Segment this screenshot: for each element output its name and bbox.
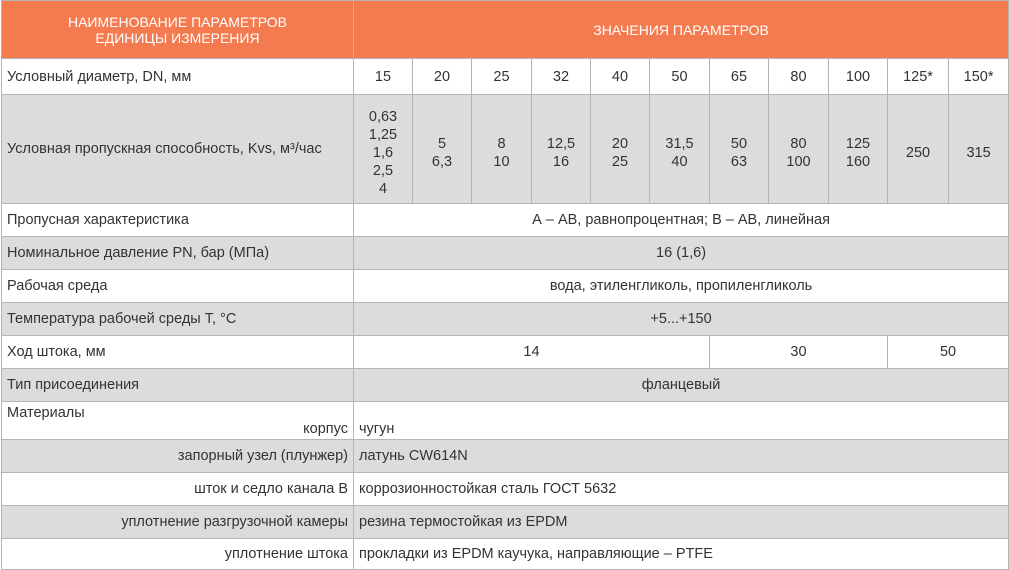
medium-value: вода, этиленгликоль, пропиленгликоль	[354, 270, 1009, 303]
row-dn	[2, 59, 1009, 95]
row-connection	[2, 369, 1009, 402]
dn-value: 50	[650, 59, 710, 95]
header-parameter-values: ЗНАЧЕНИЯ ПАРАМЕТРОВ	[354, 1, 1009, 59]
kvs-value: 1,6	[372, 145, 394, 161]
material-part: уплотнение штока	[2, 539, 354, 570]
dn-value: 20	[413, 59, 472, 95]
kvs-value: 4	[378, 181, 388, 197]
dn-value: 40	[591, 59, 650, 95]
kvs-cell	[472, 95, 532, 204]
material-part: запорный узел (плунжер)	[2, 440, 354, 473]
kvs-cell	[888, 95, 949, 204]
temperature-value: +5...+150	[354, 303, 1009, 336]
kvs-label: Условная пропускная способность, Kvs, м³/час	[2, 95, 354, 204]
temperature-label: Температура рабочей среды Т, °С	[2, 303, 354, 336]
kvs-value: 31,5	[665, 136, 694, 152]
material-value: резина термостойкая из EPDM	[354, 506, 1009, 539]
characteristic-label: Пропусная характеристика	[2, 204, 354, 237]
material-value: латунь CW614N	[354, 440, 1009, 473]
row-material	[2, 473, 1009, 506]
kvs-value: 2,5	[372, 163, 394, 179]
kvs-cell	[769, 95, 829, 204]
dn-value: 150*	[949, 59, 1009, 95]
row-characteristic	[2, 204, 1009, 237]
characteristic-value: А – АВ, равнопроцентная; В – АВ, линейная	[354, 204, 1009, 237]
kvs-cell	[650, 95, 710, 204]
dn-value: 15	[354, 59, 413, 95]
pressure-value: 16 (1,6)	[354, 237, 1009, 270]
stroke-value: 50	[888, 336, 1009, 369]
row-temperature	[2, 303, 1009, 336]
row-material	[2, 539, 1009, 570]
medium-label: Рабочая среда	[2, 270, 354, 303]
header-parameter-name	[2, 1, 354, 59]
material-part: шток и седло канала В	[2, 473, 354, 506]
row-stroke	[2, 336, 1009, 369]
dn-value: 32	[532, 59, 591, 95]
kvs-cell	[949, 95, 1009, 204]
kvs-value: 250	[905, 145, 931, 161]
kvs-value: 40	[671, 154, 688, 170]
material-part: корпус	[303, 421, 348, 437]
kvs-value: 63	[730, 154, 748, 170]
kvs-value: 160	[845, 154, 871, 170]
stroke-value: 30	[710, 336, 888, 369]
dn-value: 65	[710, 59, 769, 95]
kvs-value: 12,5	[546, 136, 576, 152]
kvs-value: 315	[966, 145, 991, 161]
dn-value: 25	[472, 59, 532, 95]
stroke-label: Ход штока, мм	[2, 336, 354, 369]
kvs-value: 8	[497, 136, 506, 152]
kvs-value: 16	[552, 154, 570, 170]
material-value: коррозионностойкая сталь ГОСТ 5632	[354, 473, 1009, 506]
kvs-cell	[710, 95, 769, 204]
materials-label-cell	[2, 402, 354, 440]
kvs-value: 80	[790, 136, 807, 152]
kvs-cell	[413, 95, 472, 204]
kvs-value: 0,63	[368, 109, 398, 125]
material-part: уплотнение разгрузочной камеры	[2, 506, 354, 539]
stroke-value: 14	[354, 336, 710, 369]
kvs-cell	[591, 95, 650, 204]
row-material	[2, 440, 1009, 473]
kvs-cell	[354, 95, 413, 204]
row-material	[2, 506, 1009, 539]
materials-label: Материалы	[7, 405, 85, 421]
dn-value: 125*	[888, 59, 949, 95]
kvs-value: 25	[611, 154, 629, 170]
kvs-value: 5	[437, 136, 447, 152]
header-name-line2: ЕДИНИЦЫ ИЗМЕРЕНИЯ	[95, 29, 260, 46]
connection-label: Тип присоединения	[2, 369, 354, 402]
dn-value: 100	[829, 59, 888, 95]
kvs-cell	[532, 95, 591, 204]
row-kvs	[2, 95, 1009, 204]
kvs-value: 1,25	[368, 127, 398, 143]
pressure-label: Номинальное давление PN, бар (МПа)	[2, 237, 354, 270]
kvs-value: 50	[730, 136, 748, 152]
kvs-value: 6,3	[431, 154, 453, 170]
kvs-value: 100	[786, 154, 811, 170]
material-value: чугун	[354, 402, 1009, 440]
spec-table	[1, 0, 1009, 570]
material-value: прокладки из EPDM каучука, направляющие – PTFE	[354, 539, 1009, 570]
row-materials-body	[2, 402, 1009, 440]
dn-label: Условный диаметр, DN, мм	[2, 59, 354, 95]
kvs-value: 10	[493, 154, 510, 170]
kvs-value: 20	[611, 136, 629, 152]
row-medium	[2, 270, 1009, 303]
connection-value: фланцевый	[354, 369, 1009, 402]
row-pressure	[2, 237, 1009, 270]
header-name-line1: НАИМЕНОВАНИЕ ПАРАМЕТРОВ	[67, 13, 288, 30]
kvs-value: 125	[845, 136, 871, 152]
kvs-cell	[829, 95, 888, 204]
dn-value: 80	[769, 59, 829, 95]
